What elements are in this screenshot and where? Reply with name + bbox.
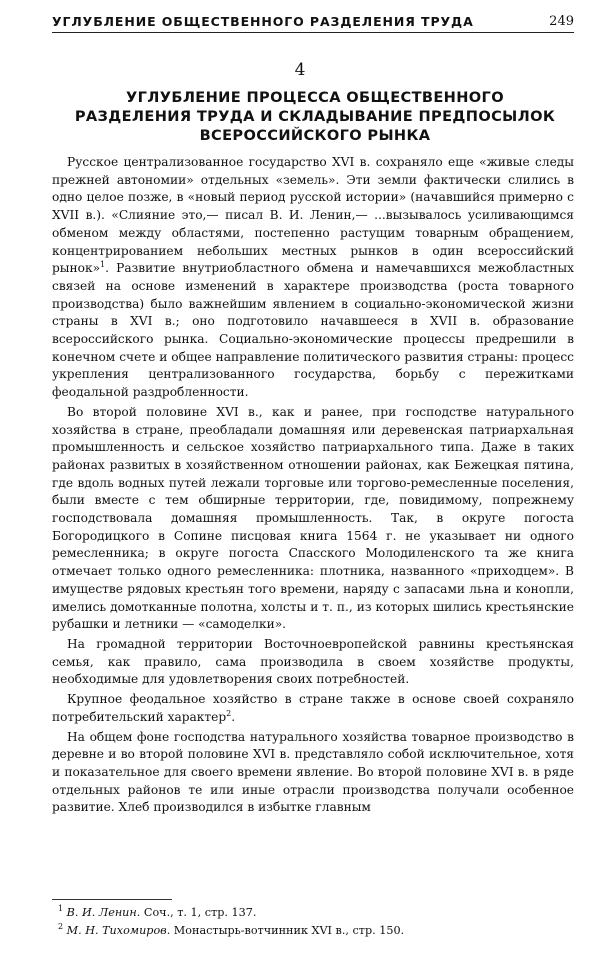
footnote-ref: 1 [100, 260, 106, 270]
paragraph: На общем фоне господства натурального хозяйства товарное производство в деревне и во второй половине XVI в. представляло собой исключительное, хотя и показательное для своего времени явление. Во второй половине XVI в. в ряде отдельных районов те или иные отрасли производства получали особенное развитие. Хлеб производился в избытке главным [52, 729, 574, 815]
footnote-author: В. И. Ленин. [66, 906, 141, 919]
paragraph-text: . Развитие внутриобластного обмена и намечавшихся межобластных связей на основе изменений в характере производства (роста товарного производства) было важнейшим явлением в социально-экономической жизни страны в XVI в.; оно подготовило начавшееся в XVII в. образование всероссийского рынка. Социально-экономические процессы предрешили в конечном счете и общее направление политического развития страны: процесс укрепления централизованного государства, борьбу с пережитками феодальной раздробленности. [52, 261, 574, 400]
footnote-mark: 2 [58, 922, 64, 931]
footnote [58, 922, 574, 940]
footnote-author: М. Н. Тихомиров. [66, 924, 171, 937]
paragraph-text: Крупное феодальное хозяйство в стране также в основе своей сохраняло потребительский характер [52, 692, 574, 724]
paragraph [52, 691, 574, 726]
running-title: УГЛУБЛЕНИЕ ОБЩЕСТВЕННОГО РАЗДЕЛЕНИЯ ТРУДА [52, 14, 474, 29]
chapter-title-line: ВСЕРОССИЙСКОГО РЫНКА [199, 127, 431, 144]
footnote [58, 904, 574, 922]
footnote-divider [52, 899, 172, 900]
footnote-ref: 2 [226, 708, 232, 718]
paragraph: На громадной территории Восточноевропейской равнины крестьянская семья, как правило, сама производила в своем хозяйстве продукты, необходимые для удовлетворения своих потребностей. [52, 636, 574, 687]
footnote-mark: 1 [58, 904, 64, 913]
footnote-text: Соч., т. 1, стр. 137. [140, 906, 257, 919]
paragraph-text: Русское централизованное государство XVI в. сохраняло еще «живые следы прежней автономии» отдельных «земель». Эти земли фактически слились в одно целое позже, в «новый период русской истории» (начавшийся примерно с XVII в.). «Слияние это,— писал В. И. Ленин,— ...вызывалось усиливающимся обменом между областями, постепенно растущим товарным обращением, концентрированием небольших местных рынков в один всероссийский рынок» [52, 155, 574, 276]
chapter-number: 4 [294, 60, 306, 80]
paragraph: Во второй половине XVI в., как и ранее, при господстве натурального хозяйства в стране, преобладали домашняя или деревенская патриархальная промышленность и сельское хозяйство патриархального типа. Даже в таких районах развитых в хозяйственном отношении районах, как Бежецкая пятина, где вдоль водных путей лежали торговые или торгово-ремесленные поселения, были вместе с тем обширные территории, где, повидимому, попрежнему господствовала домашняя промышленность. Так, в округе погоста Богородицкого в Сопине писцовая книга 1564 г. не указывает ни одного ремесленника; в округе погоста Спасского Молодиленского та же книга отмечает только одного ремесленника: плотника, названного «приходцем». В имуществе рядовых крестьян того времени, наряду с запасами льна и конопли, имелись домотканные полотна, холсты и т. п., из которых шились крестьянские рубашки и летники — «самоделки». [52, 404, 574, 632]
chapter-title-line: УГЛУБЛЕНИЕ ПРОЦЕССА ОБЩЕСТВЕННОГО [126, 89, 504, 106]
footnote-text: Монастырь-вотчинник XVI в., стр. 150. [170, 924, 405, 937]
chapter-title-line: РАЗДЕЛЕНИЯ ТРУДА И СКЛАДЫВАНИЕ ПРЕДПОСЫЛОК [74, 108, 556, 125]
chapter-title [70, 88, 560, 145]
body-text [52, 154, 574, 817]
footnotes [58, 904, 574, 940]
paragraph-text: . [231, 709, 236, 724]
paragraph [52, 154, 574, 402]
page-number: 249 [549, 14, 574, 29]
running-header [52, 10, 574, 33]
